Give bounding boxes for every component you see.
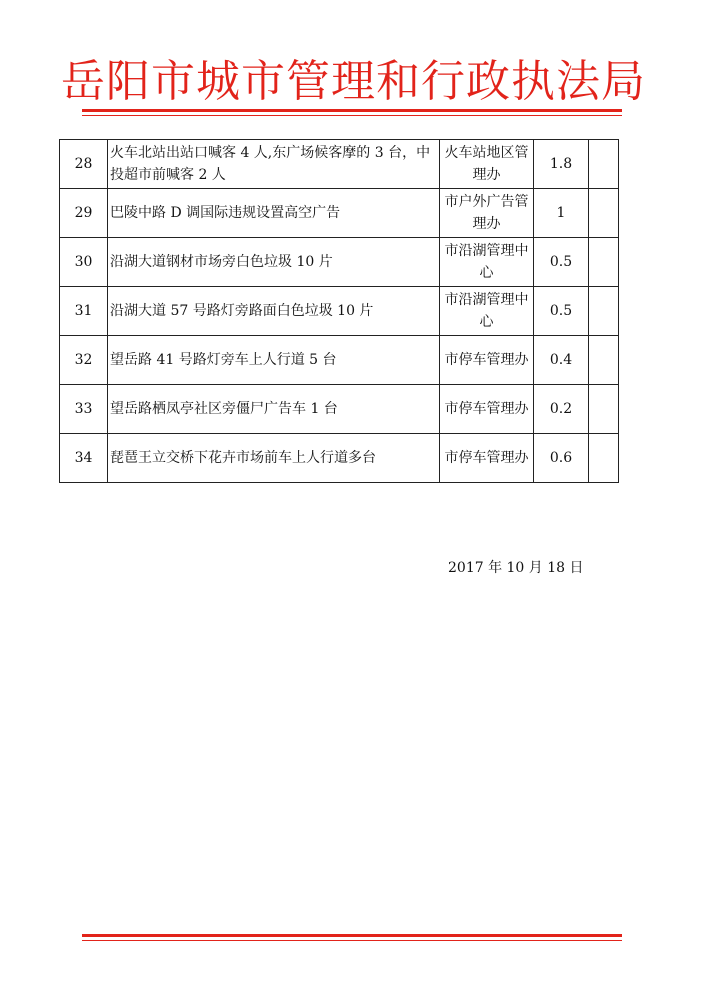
row-value: 0.5 <box>534 287 589 336</box>
row-extra <box>589 336 619 385</box>
row-value: 0.5 <box>534 238 589 287</box>
row-extra <box>589 238 619 287</box>
row-extra <box>589 189 619 238</box>
row-value: 0.4 <box>534 336 589 385</box>
row-extra <box>589 434 619 483</box>
row-extra <box>589 140 619 189</box>
page-title: 岳阳市城市管理和行政执法局 <box>61 56 646 107</box>
row-description: 巴陵中路 D 调国际违规设置高空广告 <box>108 189 440 238</box>
row-unit: 市停车管理办 <box>440 336 534 385</box>
table-row <box>60 336 619 385</box>
row-number: 33 <box>60 385 108 434</box>
document-date: 2017 年 10 月 18 日 <box>448 560 584 576</box>
records-table <box>59 139 619 483</box>
row-number: 29 <box>60 189 108 238</box>
row-unit: 市停车管理办 <box>440 385 534 434</box>
row-value: 0.6 <box>534 434 589 483</box>
row-number: 32 <box>60 336 108 385</box>
table-row <box>60 238 619 287</box>
footer-divider-thick <box>82 934 622 937</box>
row-description: 望岳路栖凤亭社区旁僵尸广告车 1 台 <box>108 385 440 434</box>
row-unit: 市沿湖管理中心 <box>440 287 534 336</box>
row-unit: 火车站地区管理办 <box>440 140 534 189</box>
row-value: 1.8 <box>534 140 589 189</box>
table-row <box>60 287 619 336</box>
row-unit: 市户外广告管理办 <box>440 189 534 238</box>
row-extra <box>589 385 619 434</box>
row-description: 望岳路 41 号路灯旁车上人行道 5 台 <box>108 336 440 385</box>
table-row <box>60 385 619 434</box>
row-extra <box>589 287 619 336</box>
row-value: 0.2 <box>534 385 589 434</box>
row-unit: 市停车管理办 <box>440 434 534 483</box>
header-divider-thick <box>82 109 622 112</box>
row-unit: 市沿湖管理中心 <box>440 238 534 287</box>
table-row <box>60 434 619 483</box>
row-description: 沿湖大道钢材市场旁白色垃圾 10 片 <box>108 238 440 287</box>
footer-divider-thin <box>82 940 622 941</box>
header-divider-thin <box>82 115 622 116</box>
row-number: 31 <box>60 287 108 336</box>
row-number: 30 <box>60 238 108 287</box>
row-description: 火车北站出站口喊客 4 人,东广场候客摩的 3 台，中投超市前喊客 2 人 <box>108 140 440 189</box>
row-number: 28 <box>60 140 108 189</box>
row-number: 34 <box>60 434 108 483</box>
table-row <box>60 189 619 238</box>
row-description: 沿湖大道 57 号路灯旁路面白色垃圾 10 片 <box>108 287 440 336</box>
row-description: 琵琶王立交桥下花卉市场前车上人行道多台 <box>108 434 440 483</box>
table-row <box>60 140 619 189</box>
row-value: 1 <box>534 189 589 238</box>
